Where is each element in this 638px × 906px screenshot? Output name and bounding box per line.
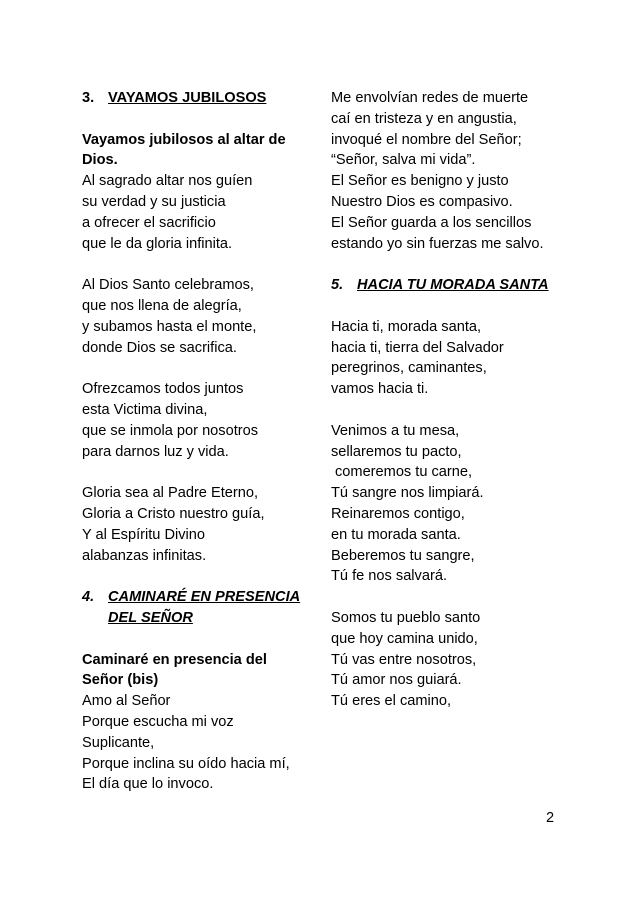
- verse-line: “Señor, salva mi vida”.: [331, 152, 476, 169]
- verse-line: que se inmola por nosotros: [82, 422, 259, 439]
- section-4-heading: [82, 587, 310, 608]
- section-5-title: HACIA TU MORADA SANTA: [357, 277, 549, 294]
- section-3-refrain-line: Vayamos jubilosos al altar de: [82, 131, 286, 148]
- verse-line: Tú sangre nos limpiará.: [331, 485, 484, 502]
- verse-line: sellaremos tu pacto,: [331, 443, 462, 460]
- verse-line: Tú eres el camino,: [331, 693, 452, 710]
- verse-line: Beberemos tu sangre,: [331, 547, 475, 564]
- verse-line: comeremos tu carne,: [335, 464, 473, 481]
- verse-line: que nos llena de alegría,: [82, 297, 242, 314]
- verse-line: peregrinos, caminantes,: [331, 360, 487, 377]
- verse-line: Nuestro Dios es compasivo.: [331, 193, 513, 210]
- verse-line: a ofrecer el sacrificio: [82, 214, 216, 231]
- verse-line: Me envolvían redes de muerte: [331, 90, 529, 106]
- verse-line: Y al Espíritu Divino: [82, 526, 206, 543]
- section-5-number: 5.: [331, 277, 344, 294]
- verse-line: y subamos hasta el monte,: [82, 318, 257, 335]
- verse-line: Hacia ti, morada santa,: [331, 318, 482, 335]
- section-3-refrain-line: Dios.: [82, 152, 118, 169]
- section-4-title-continued: DEL SEÑOR: [108, 609, 193, 626]
- section-4-number: 4.: [82, 589, 95, 606]
- verse-line: Tú amor nos guiará.: [331, 672, 462, 689]
- section-4-refrain-line: Señor (bis): [82, 672, 159, 689]
- verse-line: para darnos luz y vida.: [82, 443, 229, 460]
- verse-line: El día que lo invoco.: [82, 776, 214, 793]
- verse-line: donde Dios se sacrifica.: [82, 339, 237, 356]
- section-5-heading: [331, 275, 571, 296]
- verse-line: invoqué el nombre del Señor;: [331, 131, 522, 148]
- verse-line: Tú vas entre nosotros,: [331, 651, 477, 668]
- verse-line: en tu morada santa.: [331, 526, 461, 543]
- page-number: 2: [546, 810, 555, 826]
- section-4-title: CAMINARÉ EN PRESENCIA: [108, 589, 301, 606]
- section-3-number: 3.: [82, 90, 95, 106]
- verse-line: Al Dios Santo celebramos,: [82, 277, 254, 294]
- verse-line: El Señor es benigno y justo: [331, 173, 509, 190]
- verse-line: alabanzas infinitas.: [82, 547, 207, 564]
- verse-line: caí en tristeza y en angustia,: [331, 110, 517, 127]
- verse-line: Reinaremos contigo,: [331, 505, 465, 522]
- section-4-refrain-line: Caminaré en presencia del: [82, 651, 267, 668]
- verse-line: Suplicante,: [82, 734, 155, 751]
- verse-line: vamos hacia ti.: [331, 381, 429, 398]
- verse-line: Tú fe nos salvará.: [331, 568, 447, 585]
- section-3-title: VAYAMOS JUBILOSOS: [108, 90, 267, 106]
- verse-line: Gloria sea al Padre Eterno,: [82, 485, 259, 502]
- verse-line: Gloria a Cristo nuestro guía,: [82, 505, 265, 522]
- verse-line: Ofrezcamos todos juntos: [82, 381, 244, 398]
- verse-line: hacia ti, tierra del Salvador: [331, 339, 504, 356]
- verse-line: Amo al Señor: [82, 693, 171, 710]
- verse-line: que le da gloria infinita.: [82, 235, 233, 252]
- verse-line: Venimos a tu mesa,: [331, 422, 460, 439]
- left-column: [82, 88, 310, 795]
- verse-line: Somos tu pueblo santo: [331, 609, 481, 626]
- verse-line: su verdad y su justicia: [82, 193, 226, 210]
- right-column: [331, 88, 571, 712]
- verse-line: El Señor guarda a los sencillos: [331, 214, 532, 231]
- verse-line: Porque escucha mi voz: [82, 713, 234, 730]
- verse-line: Al sagrado altar nos guíen: [82, 173, 253, 190]
- verse-line: esta Victima divina,: [82, 401, 208, 418]
- section-3-heading: [82, 88, 310, 109]
- verse-line: estando yo sin fuerzas me salvo.: [331, 235, 544, 252]
- verse-line: que hoy camina unido,: [331, 630, 478, 647]
- verse-line: Porque inclina su oído hacia mí,: [82, 755, 290, 772]
